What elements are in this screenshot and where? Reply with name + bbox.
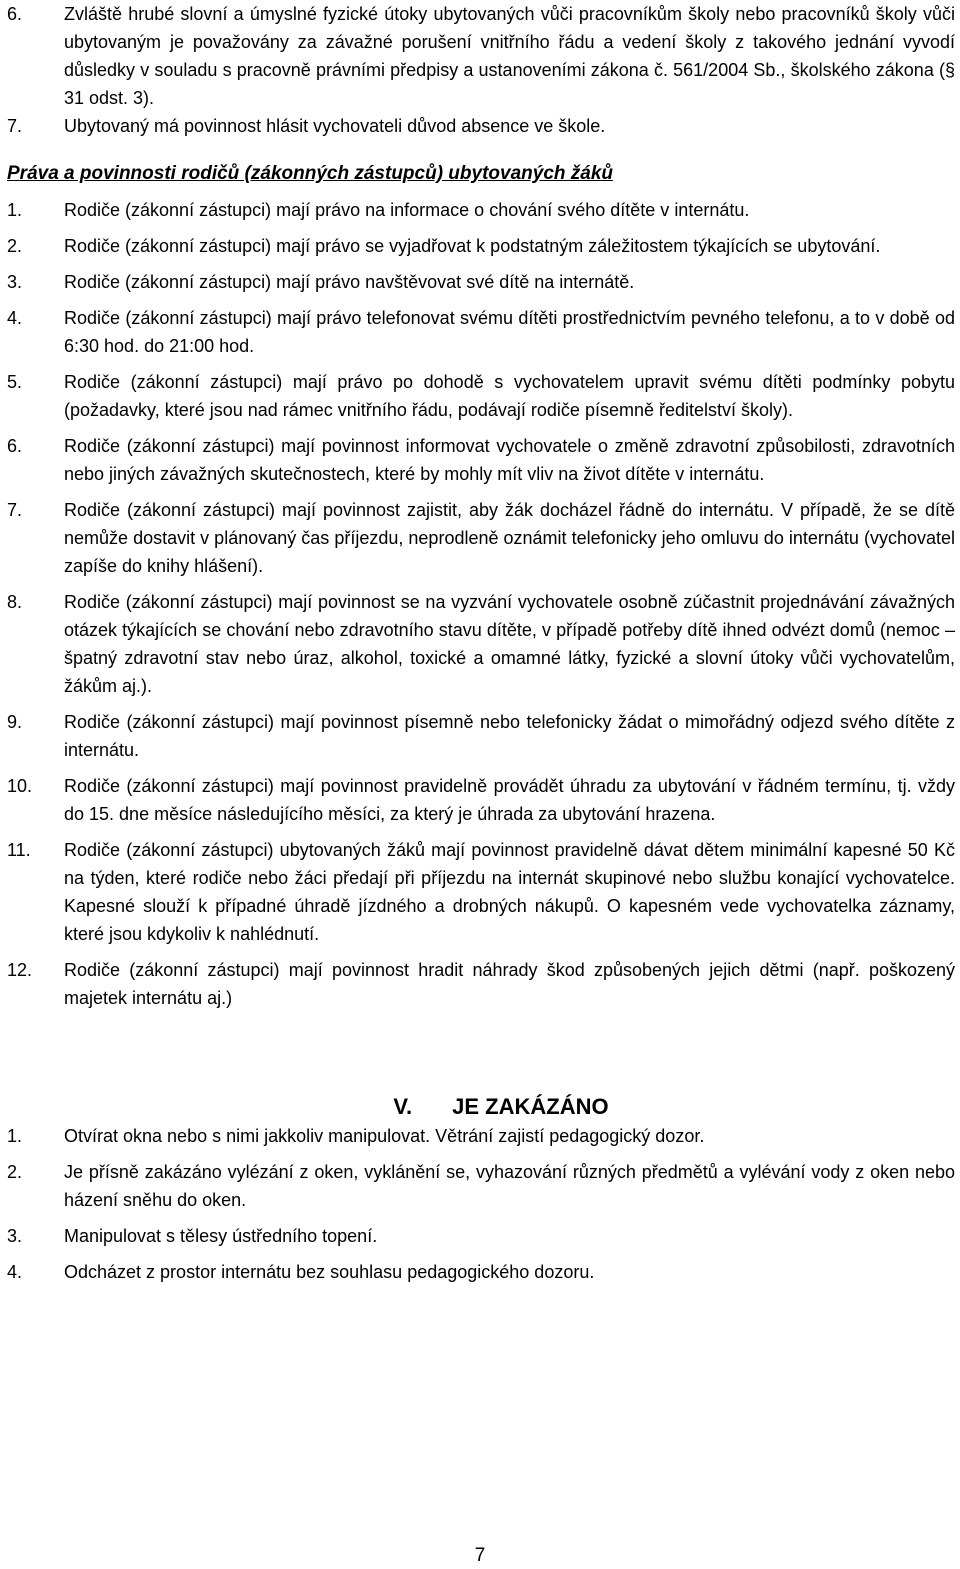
list-item bbox=[7, 112, 955, 140]
item-text: Rodiče (zákonní zástupci) mají povinnost písemně nebo telefonicky žádat o mimořádný odjezd svého dítěte z internátu. bbox=[64, 712, 955, 760]
list-item bbox=[7, 1258, 955, 1286]
item-text: Rodiče (zákonní zástupci) mají povinnost pravidelně provádět úhradu za ubytování v řádném termínu, tj. vždy do 15. dne měsíce následujícího měsíci, za který je úhrada za ubytování hrazena. bbox=[64, 776, 955, 824]
item-number: 1. bbox=[7, 200, 23, 220]
item-text: Otvírat okna nebo s nimi jakkoliv manipulovat. Větrání zajistí pedagogický dozor. bbox=[64, 1126, 705, 1146]
item-text: Rodiče (zákonní zástupci) mají právo se vyjadřovat k podstatným záležitostem týkajících se ubytování. bbox=[64, 236, 881, 256]
item-number: 4. bbox=[7, 308, 23, 328]
item-text: Rodiče (zákonní zástupci) ubytovaných žáků mají povinnost pravidelně dávat dětem minimální kapesné 50 Kč na týden, které rodiče nebo žáci předají při příjezdu na internát skupinové nebo službu konající vychovatelce. Kapesné slouží k případné úhradě jízdného a drobných nákupů. O kapesném vede vychovatelka záznamy, které jsou kdykoliv k nahlédnutí. bbox=[64, 840, 955, 944]
item-text: Rodiče (zákonní zástupci) mají právo po dohodě s vychovatelem upravit svému dítěti podmínky pobytu (požadavky, které jsou nad rámec vnitřního řádu, podávají rodiče písemně ředitelství školy). bbox=[64, 372, 955, 420]
list-item bbox=[7, 708, 955, 764]
item-number: 7. bbox=[7, 116, 23, 136]
item-text: Rodiče (zákonní zástupci) mají povinnost informovat vychovatele o změně zdravotní způsobilosti, zdravotních nebo jiných závažných skutečnostech, které by mohly mít vliv na život dítěte v internátu. bbox=[64, 436, 955, 484]
item-text: Je přísně zakázáno vylézání z oken, vyklánění se, vyhazování různých předmětů a vylévání vody z oken nebo házení sněhu do oken. bbox=[64, 1162, 955, 1210]
list-item bbox=[7, 1222, 955, 1250]
item-number: 7. bbox=[7, 500, 23, 520]
list-item bbox=[7, 268, 955, 296]
item-number: 12. bbox=[7, 960, 33, 980]
list-item bbox=[7, 496, 955, 580]
section-title-text: JE ZAKÁZÁNO bbox=[452, 1094, 609, 1119]
document-page bbox=[7, 0, 955, 1286]
list-item bbox=[7, 588, 955, 700]
item-number: 2. bbox=[7, 1162, 23, 1182]
item-text: Rodiče (zákonní zástupci) mají povinnost zajistit, aby žák docházel řádně do internátu. V případě, že se dítě nemůže dostavit v plánovaný čas příjezdu, neprodleně oznámit telefonicky jeho omluvu do internátu (vychovatel zapíše do knihy hlášení). bbox=[64, 500, 955, 576]
section-roman-numeral: V. bbox=[393, 1094, 413, 1119]
item-number: 2. bbox=[7, 236, 23, 256]
item-number: 1. bbox=[7, 1126, 23, 1146]
list-item bbox=[7, 304, 955, 360]
item-number: 3. bbox=[7, 272, 23, 292]
item-text: Manipulovat s tělesy ústředního topení. bbox=[64, 1226, 378, 1246]
item-text: Rodiče (zákonní zástupci) mají právo na informace o chování svého dítěte v internátu. bbox=[64, 200, 750, 220]
list-item bbox=[7, 432, 955, 488]
item-text: Rodiče (zákonní zástupci) mají povinnost hradit náhrady škod způsobených jejich dětmi (např. poškozený majetek internátu aj.) bbox=[64, 960, 955, 1008]
list-item bbox=[7, 232, 955, 260]
item-number: 4. bbox=[7, 1262, 23, 1282]
list-item bbox=[7, 956, 955, 1012]
list-item bbox=[7, 772, 955, 828]
item-number: 5. bbox=[7, 372, 23, 392]
item-text: Zvláště hrubé slovní a úmyslné fyzické útoky ubytovaných vůči pracovníkům školy nebo pracovníků školy vůči ubytovaným je považovány za závažné porušení vnitřního řádu a vedení školy z takového jednání vyvodí důsledky v souladu s pracovně právními předpisy a ustanoveními zákona č. 561/2004 Sb., školského zákona (§ 31 odst. 3). bbox=[64, 4, 955, 108]
list-item bbox=[7, 196, 955, 224]
list-item bbox=[7, 1158, 955, 1214]
item-text: Ubytovaný má povinnost hlásit vychovateli důvod absence ve škole. bbox=[64, 116, 606, 136]
item-text: Rodiče (zákonní zástupci) mají povinnost se na vyzvání vychovatele osobně zúčastnit projednávání závažných otázek týkajících se chování nebo zdravotního stavu dítěte, v případě potřeby dítě ihned odvézt domů (nemoc – špatný zdravotní stav nebo úraz, alkohol, toxické a omamné látky, fyzické a slovní útoky vůči vychovatelům, žákům aj.). bbox=[64, 592, 955, 696]
item-number: 3. bbox=[7, 1226, 23, 1246]
list-item bbox=[7, 0, 955, 112]
list-item bbox=[7, 368, 955, 424]
parents-rights-heading: Práva a povinnosti rodičů (zákonných zástupců) ubytovaných žáků bbox=[7, 163, 614, 184]
item-number: 11. bbox=[7, 840, 31, 860]
section-title bbox=[7, 1092, 955, 1122]
item-number: 6. bbox=[7, 4, 23, 24]
item-number: 9. bbox=[7, 712, 23, 732]
item-text: Rodiče (zákonní zástupci) mají právo telefonovat svému dítěti prostřednictvím pevného telefonu, a to v době od 6:30 hod. do 21:00 hod. bbox=[64, 308, 955, 356]
list-item bbox=[7, 836, 955, 948]
item-number: 8. bbox=[7, 592, 23, 612]
item-text: Odcházet z prostor internátu bez souhlasu pedagogického dozoru. bbox=[64, 1262, 595, 1282]
item-number: 10. bbox=[7, 776, 33, 796]
item-number: 6. bbox=[7, 436, 23, 456]
list-item bbox=[7, 1122, 955, 1150]
item-text: Rodiče (zákonní zástupci) mají právo navštěvovat své dítě na internátě. bbox=[64, 272, 635, 292]
page-number: 7 bbox=[474, 1545, 486, 1566]
